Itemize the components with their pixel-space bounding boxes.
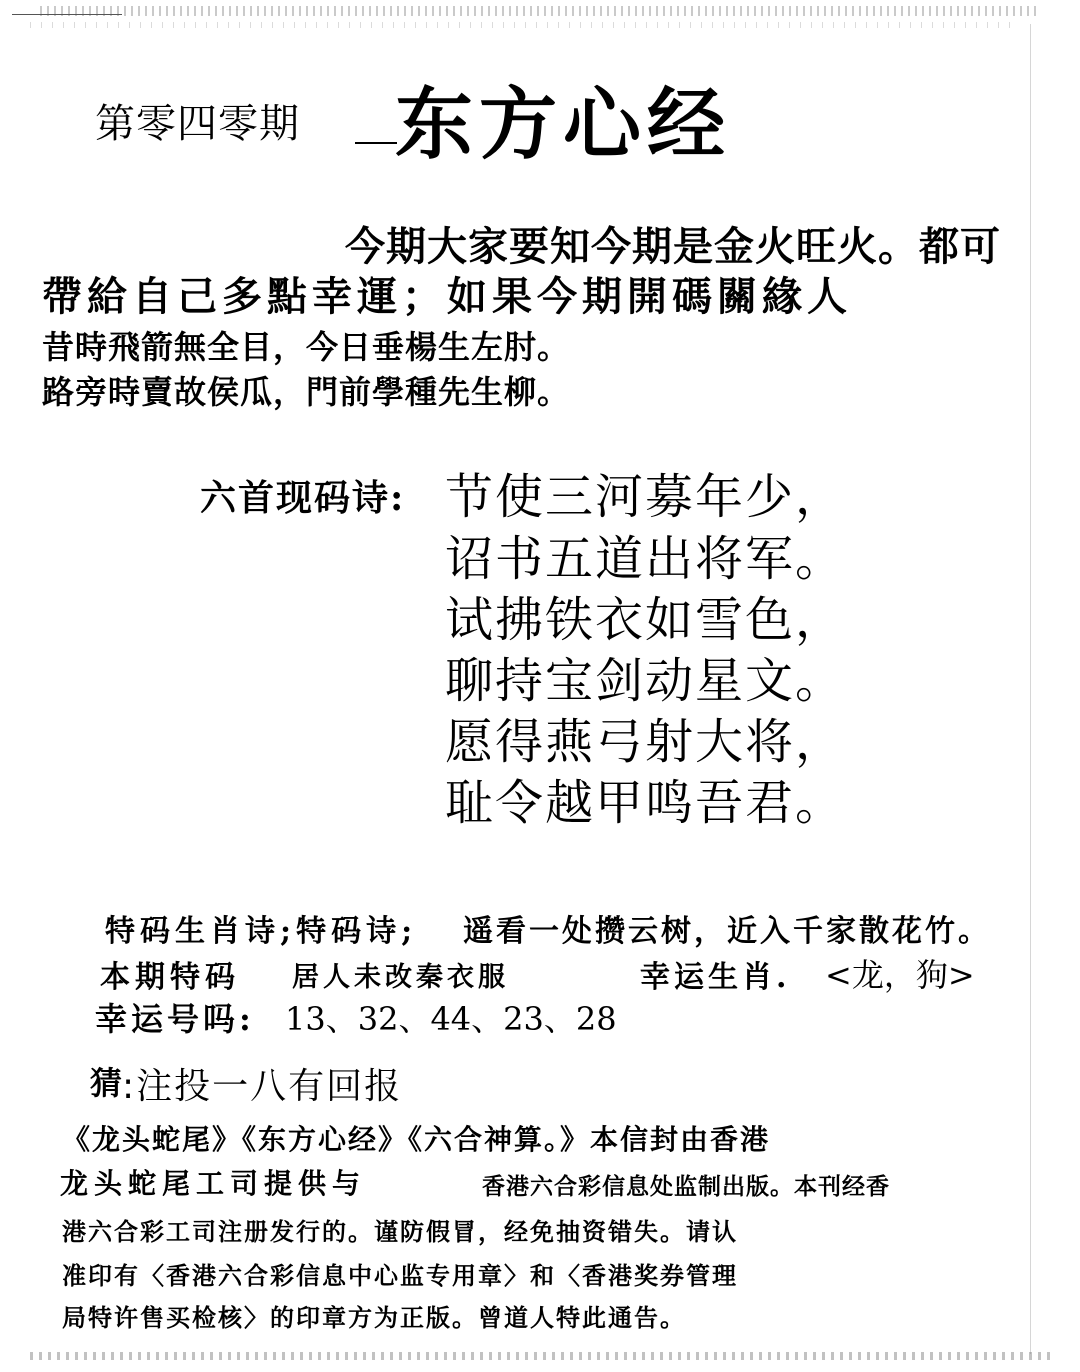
zodiac-poem-label: 特码生肖诗;特码诗; [105,914,418,949]
guess-label: 猜 [90,1064,123,1102]
intro-line-2: 帶給自己多點幸運；如果今期開碼關緣人 [42,273,852,320]
lucky-numbers-label: 幸运号吗: [95,1000,255,1038]
notice-line-4: 准印有〈香港六合彩信息中心监专用章〉和〈香港奖券管理 [62,1261,738,1290]
page-title: 东方心经 [395,80,732,170]
intro-line-3: 昔時飛箭無全目，今日垂楊生左肘。 [42,328,571,366]
guess-text: :注投一八有回报 [122,1066,403,1107]
poem-line-1: 节使三河募年少， [445,469,846,525]
poem-line-2: 诏书五道出将军。 [445,531,846,587]
lucky-numbers-value: 13、32、44、23、28 [285,1000,617,1038]
scan-rule-right [1030,24,1031,1354]
title-underline [355,142,397,144]
this-issue-label: 本期特码 [100,960,240,995]
notice-line-5: 局特许售买检核〉的印章方为正版。曾道人特此通告。 [62,1303,686,1332]
notice-line-2b: 香港六合彩信息处监制出版。本刊经香 [482,1173,890,1200]
notice-line-3: 港六合彩工司注册发行的。谨防假冒，经免抽资错失。请认 [62,1217,738,1246]
lucky-zodiac-label: 幸运生肖. [640,960,791,995]
zodiac-poem-text: 遥看一处攒云树，近入千家散花竹。 [463,914,991,949]
scan-rule-left [12,14,122,15]
scan-noise-top [40,6,1040,16]
intro-line-4: 路旁時賣故侯瓜，門前學種先生柳。 [42,373,571,411]
poem-label: 六首现码诗: [200,477,406,519]
scan-noise-bottom [30,1352,1050,1360]
lucky-zodiac-value: <龙，狗> [825,956,975,994]
poem-line-5: 愿得燕弓射大将， [445,714,846,770]
poem-line-6: 耻令越甲鸣吾君。 [445,775,846,831]
notice-line-2a: 龙头蛇尾工司提供与 [60,1167,367,1200]
scan-noise-top-2 [30,22,1020,28]
poem-line-4: 聊持宝剑动星文。 [445,653,846,709]
notice-line-1: 《龙头蛇尾》《东方心经》《六合神算。》本信封由香港 [62,1123,771,1156]
issue-number: 第零四零期 [95,101,300,147]
this-issue-text: 居人未改秦衣服 [292,962,509,993]
poem-line-3: 试拂铁衣如雪色， [445,592,846,648]
intro-line-1: 今期大家要知今期是金火旺火。都可 [345,223,1001,270]
